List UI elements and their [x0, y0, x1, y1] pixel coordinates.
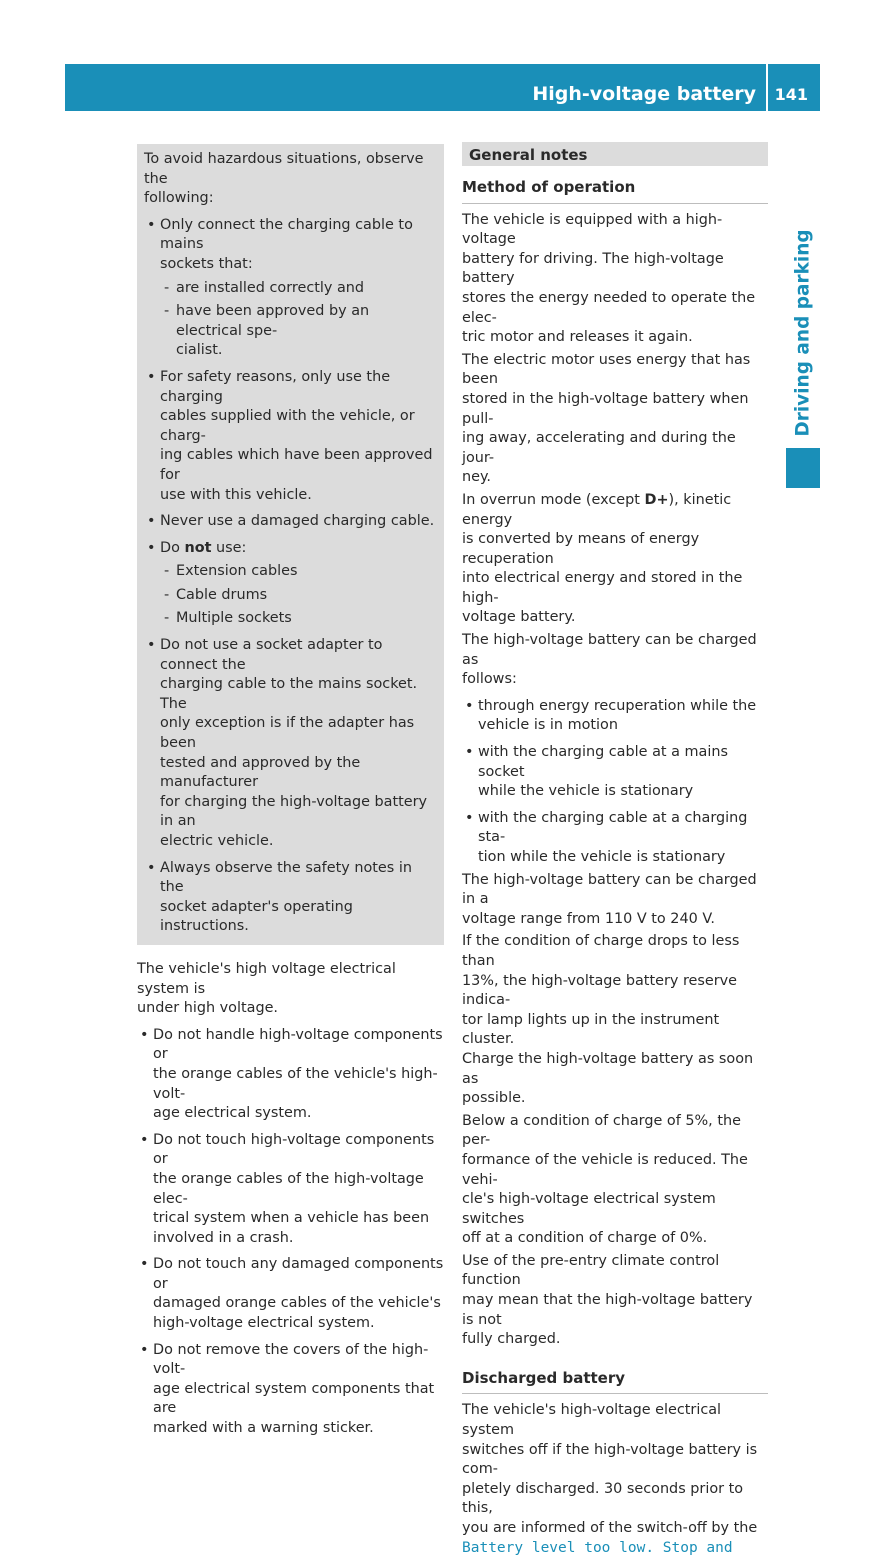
heading-discharged-battery: Discharged battery — [462, 1369, 768, 1395]
warning-bullet: • For safety reasons, only use the charging cables supplied with the vehicle, or charg- ing cables which have been approved for use with this vehicle. — [144, 368, 438, 505]
header-title: High-voltage battery — [532, 83, 756, 105]
paragraph: The electric motor uses energy that has been stored in the high-voltage battery when pull- ing away, accelerating and during the jour- ney. — [462, 351, 751, 486]
high-voltage-paragraph: The vehicle's high voltage electrical system is under high voltage. — [137, 960, 396, 1017]
charging-bullet: • with the charging cable at a charging sta- tion while the vehicle is stationary — [462, 809, 768, 868]
side-tab-label: Driving and parking — [792, 229, 814, 437]
warning-dash-item: - Cable drums — [144, 586, 438, 606]
warning-bullet: • Only connect the charging cable to mains sockets that: — [144, 216, 438, 275]
warning-dash-item: - Multiple sockets — [144, 609, 438, 629]
bold-not: not — [184, 539, 212, 556]
heading-method-of-operation: Method of operation — [462, 178, 768, 204]
charging-bullet: • through energy recuperation while the vehicle is in motion — [462, 697, 768, 736]
side-tab-marker — [786, 448, 820, 488]
warning-dash-item: - have been approved by an electrical spe- cialist. — [144, 302, 438, 361]
page-header — [65, 64, 820, 111]
display-message: Battery level too low. Stop and — [462, 1539, 733, 1556]
warning-intro: To avoid hazardous situations, observe the following: — [144, 151, 424, 207]
warning-dash-item: - are installed correctly and — [144, 279, 438, 299]
paragraph: Use of the pre-entry climate control function may mean that the high-voltage battery is not fully charged. — [462, 1252, 753, 1348]
paragraph: If the condition of charge drops to less than 13%, the high-voltage battery reserve indica- tor lamp lights up in the instrument cluster. Charge the high-voltage battery as soon as possible. — [462, 933, 754, 1107]
warning-bullet: • Never use a damaged charging cable. — [144, 512, 438, 532]
left-column — [137, 144, 444, 1439]
warning-dash-item: - Extension cables — [144, 562, 438, 582]
safety-bullet: • Do not touch high-voltage components or the orange cables of the high-voltage elec- trical system when a vehicle has been involved in a crash. — [137, 1131, 444, 1249]
bold-d-plus: D+ — [644, 491, 669, 508]
paragraph: The high-voltage battery can be charged in a voltage range from 110 V to 240 V. — [462, 871, 757, 927]
charging-bullet: • with the charging cable at a mains socket while the vehicle is stationary — [462, 743, 768, 802]
warning-bullet: • Do not use a socket adapter to connect the charging cable to the mains socket. The only exception is if the adapter has been tested and approved by the manufacturer for charging the high-voltage battery in an electric vehicle. — [144, 636, 438, 852]
safety-bullet: • Do not remove the covers of the high-volt- age electrical system components that are marked with a warning sticker. — [137, 1341, 444, 1439]
warning-box — [137, 144, 444, 945]
warning-bullet: • Do not use: — [144, 539, 438, 559]
paragraph: Below a condition of charge of 5%, the per- formance of the vehicle is reduced. The vehi- cle's high-voltage electrical system switches off at a condition of charge of 0%. — [462, 1112, 748, 1247]
warning-bullet: • Always observe the safety notes in the socket adapter's operating instructions. — [144, 859, 438, 937]
paragraph-overrun: In overrun mode (except D+), kinetic energy is converted by means of energy recuperation into electrical energy and stored in the high- voltage battery. — [462, 491, 743, 626]
section-title: General notes — [462, 142, 768, 166]
paragraph: The high-voltage battery can be charged as follows: — [462, 632, 757, 688]
paragraph: The vehicle's high-voltage electrical system switches off if the high-voltage battery is com- pletely discharged. 30 seconds prior to this, you are informed of the switch-off by the — [462, 1402, 758, 1536]
side-tab — [786, 225, 820, 440]
paragraph: The vehicle is equipped with a high-voltage battery for driving. The high-voltage battery stores the energy needed to operate the elec- tric motor and releases it again. — [462, 211, 756, 346]
safety-bullet: • Do not touch any damaged components or damaged orange cables of the vehicle's high-voltage electrical system. — [137, 1255, 444, 1333]
right-column — [462, 142, 768, 1558]
header-divider — [766, 64, 768, 111]
safety-bullet: • Do not handle high-voltage components or the orange cables of the vehicle's high-volt- age electrical system. — [137, 1026, 444, 1124]
page-number: 141 — [774, 85, 808, 104]
